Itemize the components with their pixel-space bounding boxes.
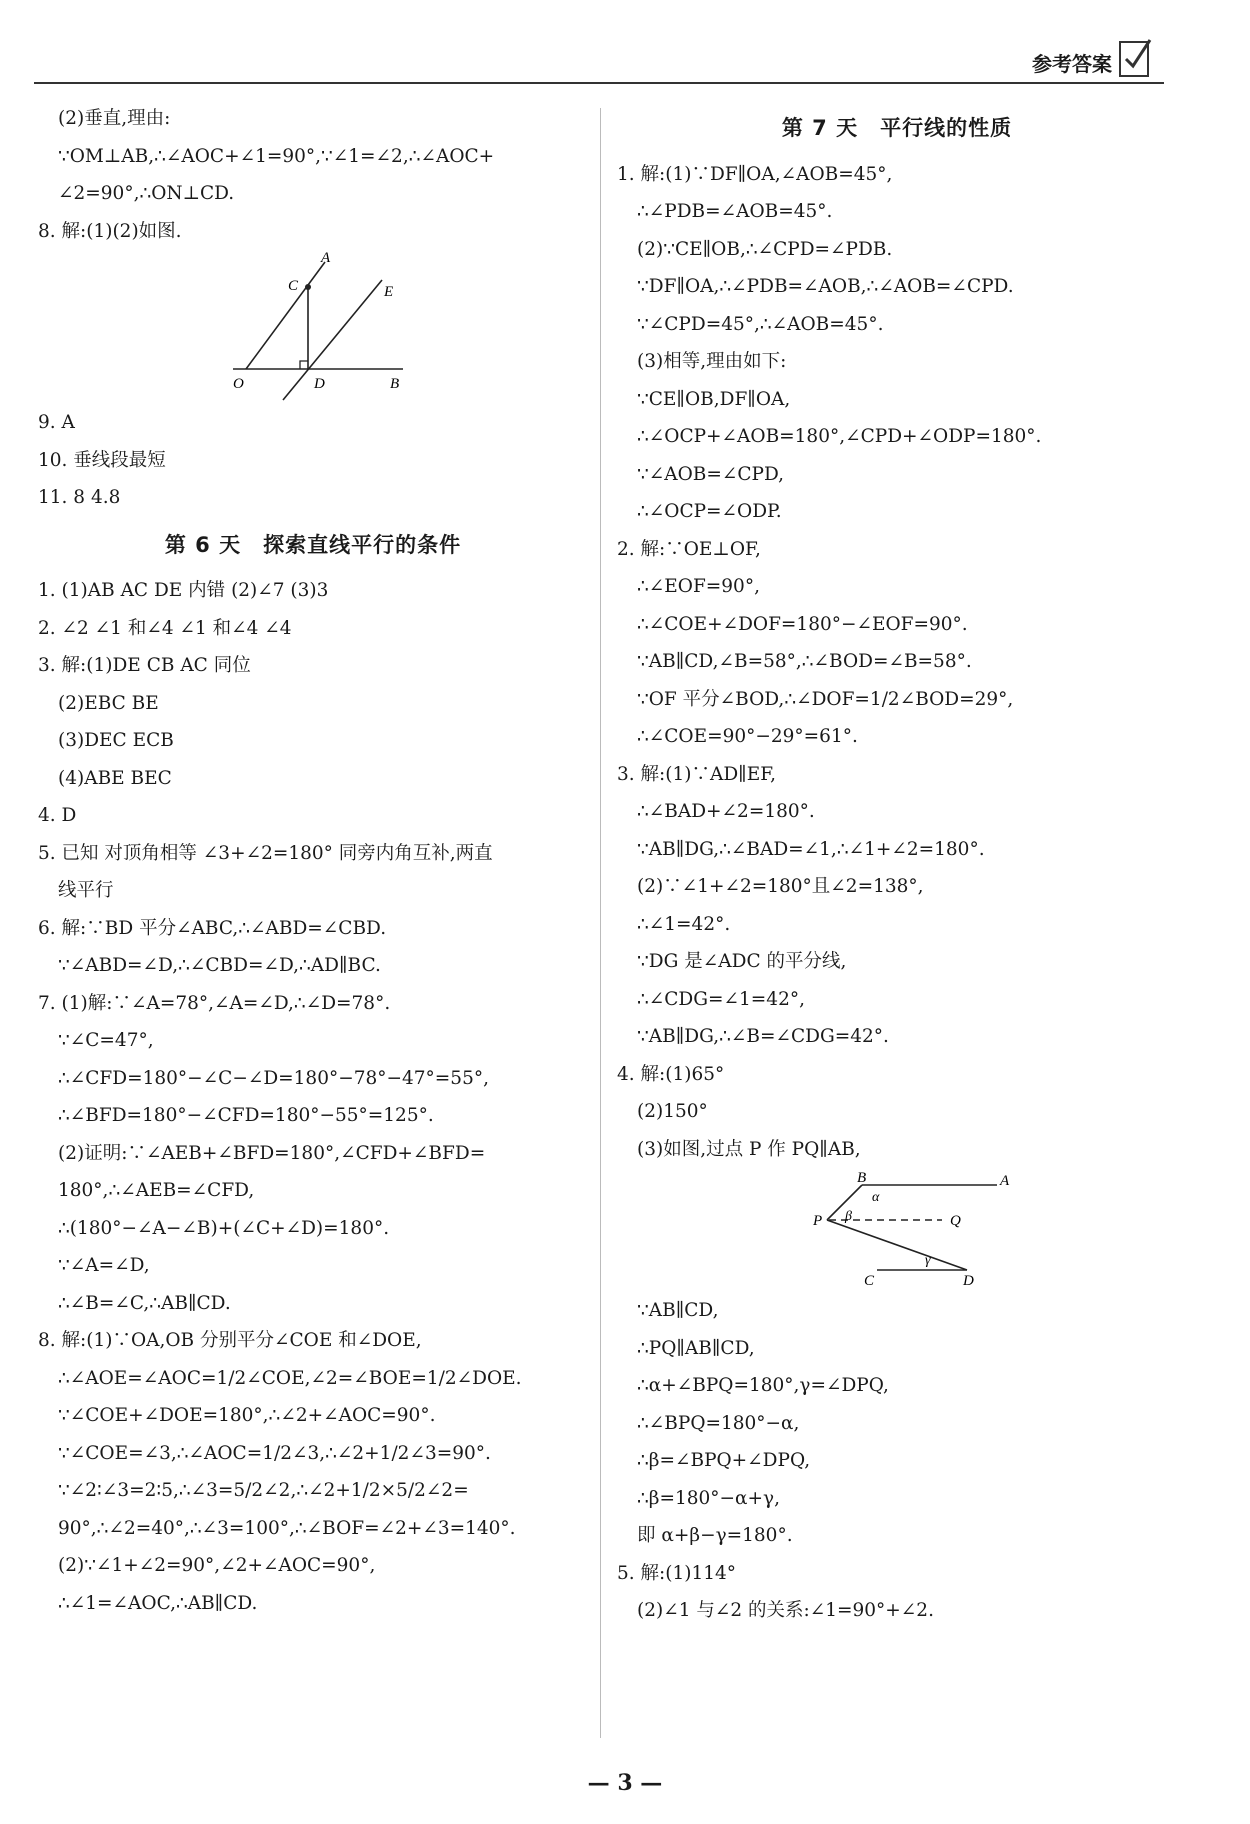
section-title-day6: 第 6 天 探索直线平行的条件 bbox=[164, 532, 462, 557]
answer-line: ∵DG 是∠ADC 的平分线, bbox=[637, 951, 847, 972]
answer-line: ∴(180°−∠A−∠B)+(∠C+∠D)=180°. bbox=[58, 1217, 390, 1239]
answer-line: (2)垂直,理由: bbox=[58, 108, 171, 129]
answer-line: ∵AB∥CD, bbox=[637, 1300, 719, 1321]
answer-line: ∴∠CFD=180°−∠C−∠D=180°−78°−47°=55°, bbox=[58, 1067, 489, 1089]
answer-line: 180°,∴∠AEB=∠CFD, bbox=[58, 1180, 255, 1201]
answer-line: (2)150° bbox=[637, 1101, 708, 1122]
answer-line: ∵CE∥OB,DF∥OA, bbox=[637, 388, 791, 410]
answer-line: (4)ABE BEC bbox=[58, 767, 172, 789]
label-c: C bbox=[288, 278, 299, 294]
answer-line: 3. 解:(1)∵AD∥EF, bbox=[617, 763, 777, 785]
answer-line: 5. 解:(1)114° bbox=[617, 1562, 737, 1584]
answer-line: ∴∠BFD=180°−∠CFD=180°−55°=125°. bbox=[58, 1105, 434, 1126]
answer-line: 线平行 bbox=[58, 880, 114, 901]
label-e: E bbox=[384, 284, 394, 300]
answer-line: ∴∠OCP=∠ODP. bbox=[637, 501, 782, 522]
answer-line: ∴∠OCP+∠AOB=180°,∠CPD+∠ODP=180°. bbox=[637, 426, 1042, 447]
label-alpha: α bbox=[872, 1190, 880, 1205]
answer-line: 1. (1)AB AC DE 内错 (2)∠7 (3)3 bbox=[38, 580, 329, 601]
answer-line: 4. D bbox=[38, 805, 77, 826]
label-p: P bbox=[813, 1213, 823, 1229]
answer-line: ∴PQ∥AB∥CD, bbox=[637, 1337, 755, 1359]
header-title: 参考答案 bbox=[1032, 52, 1112, 76]
answer-line: ∵∠CPD=45°,∴∠AOB=45°. bbox=[637, 313, 884, 335]
answer-line: (2)证明:∵∠AEB+∠BFD=180°,∠CFD+∠BFD= bbox=[58, 1142, 486, 1164]
label-d: D bbox=[314, 376, 325, 392]
figure-perpendicular-lines bbox=[38, 252, 518, 402]
answer-line: 5. 已知 对顶角相等 ∠3+∠2=180° 同旁内角互补,两直 bbox=[38, 842, 493, 864]
answer-line: ∵OM⊥AB,∴∠AOC+∠1=90°,∵∠1=∠2,∴∠AOC+ bbox=[58, 145, 495, 167]
answer-line: 4. 解:(1)65° bbox=[617, 1063, 725, 1085]
section-title-day7: 第 7 天 平行线的性质 bbox=[781, 116, 1013, 140]
label-a2: A bbox=[1000, 1173, 1010, 1189]
label-beta: β bbox=[845, 1209, 852, 1224]
answer-line: 7. (1)解:∵∠A=78°,∠A=∠D,∴∠D=78°. bbox=[38, 992, 391, 1014]
column-divider bbox=[600, 108, 601, 1738]
answer-line: 90°,∴∠2=40°,∴∠3=100°,∴∠BOF=∠2+∠3=140°. bbox=[58, 1517, 516, 1539]
answer-line: ∵∠AOB=∠CPD, bbox=[637, 463, 785, 485]
label-gamma: γ bbox=[925, 1253, 931, 1268]
answer-line: 1. 解:(1)∵DF∥OA,∠AOB=45°, bbox=[617, 163, 893, 185]
page-number: — 3 — bbox=[587, 1770, 663, 1796]
answer-line: ∴β=∠BPQ+∠DPQ, bbox=[637, 1450, 811, 1471]
answer-line: (3)相等,理由如下: bbox=[637, 351, 787, 372]
answer-line: ∴∠B=∠C,∴AB∥CD. bbox=[58, 1292, 231, 1314]
answer-line: ∵AB∥DG,∴∠B=∠CDG=42°. bbox=[637, 1026, 889, 1047]
answer-line: 8. 解:(1)(2)如图. bbox=[38, 220, 182, 242]
answer-line: ∠2=90°,∴ON⊥CD. bbox=[58, 183, 235, 204]
answer-line: ∴∠COE=90°−29°=61°. bbox=[637, 726, 858, 747]
answer-line: (3)DEC ECB bbox=[58, 730, 174, 751]
answer-line: (2)∵∠1+∠2=180°且∠2=138°, bbox=[637, 876, 924, 897]
answer-line: ∴∠COE+∠DOF=180°−∠EOF=90°. bbox=[637, 613, 968, 635]
answer-line: ∵OF 平分∠BOD,∴∠DOF=1/2∠BOD=29°, bbox=[637, 688, 1014, 710]
answer-line: (3)如图,过点 P 作 PQ∥AB, bbox=[637, 1138, 861, 1160]
answer-line: (2)∠1 与∠2 的关系:∠1=90°+∠2. bbox=[637, 1600, 934, 1621]
label-c2: C bbox=[864, 1273, 875, 1289]
answer-line: ∴β=180°−α+γ, bbox=[637, 1487, 780, 1509]
figure-parallel-lines-pq bbox=[617, 1170, 1157, 1290]
answer-line: ∵∠A=∠D, bbox=[58, 1255, 150, 1276]
answer-line: 即 α+β−γ=180°. bbox=[637, 1525, 793, 1546]
answer-line: ∵∠COE=∠3,∴∠AOC=1/2∠3,∴∠2+1/2∠3=90°. bbox=[58, 1442, 491, 1464]
answer-line: 11. 8 4.8 bbox=[38, 487, 121, 508]
label-b: B bbox=[390, 376, 400, 392]
answer-line: ∵∠COE+∠DOE=180°,∴∠2+∠AOC=90°. bbox=[58, 1405, 436, 1426]
answer-line: ∴α+∠BPQ=180°,γ=∠DPQ, bbox=[637, 1375, 889, 1396]
answer-line: ∴∠AOE=∠AOC=1/2∠COE,∠2=∠BOE=1/2∠DOE. bbox=[58, 1367, 522, 1389]
answer-line: ∵∠C=47°, bbox=[58, 1030, 154, 1051]
label-b2: B bbox=[857, 1170, 867, 1186]
page-header bbox=[34, 40, 1164, 84]
label-d2: D bbox=[963, 1273, 974, 1289]
answer-line: ∴∠BPQ=180°−α, bbox=[637, 1412, 800, 1434]
answer-line: ∵AB∥CD,∠B=58°,∴∠BOD=∠B=58°. bbox=[637, 651, 972, 672]
answer-line: (2)∵CE∥OB,∴∠CPD=∠PDB. bbox=[637, 238, 893, 260]
label-a: A bbox=[321, 252, 331, 266]
answer-line: 2. ∠2 ∠1 和∠4 ∠1 和∠4 ∠4 bbox=[38, 617, 292, 639]
answer-line: ∵AB∥DG,∴∠BAD=∠1,∴∠1+∠2=180°. bbox=[637, 838, 985, 860]
answer-line: 6. 解:∵BD 平分∠ABC,∴∠ABD=∠CBD. bbox=[38, 917, 387, 939]
answer-line: 2. 解:∵OE⊥OF, bbox=[617, 538, 761, 560]
answer-line: ∴∠EOF=90°, bbox=[637, 576, 760, 597]
answer-line: 3. 解:(1)DE CB AC 同位 bbox=[38, 655, 251, 676]
answer-line: ∴∠PDB=∠AOB=45°. bbox=[637, 201, 833, 222]
answer-line: 8. 解:(1)∵OA,OB 分别平分∠COE 和∠DOE, bbox=[38, 1330, 422, 1351]
answer-line: ∵∠2∶∠3=2∶5,∴∠3=5/2∠2,∴∠2+1/2×5/2∠2= bbox=[58, 1480, 469, 1501]
answer-line: ∴∠1=∠AOC,∴AB∥CD. bbox=[58, 1592, 258, 1614]
label-q: Q bbox=[950, 1213, 961, 1229]
right-column bbox=[617, 100, 1177, 1630]
left-column bbox=[38, 100, 588, 1622]
answer-line: 9. A bbox=[38, 412, 75, 433]
answer-line: ∴∠BAD+∠2=180°. bbox=[637, 801, 815, 822]
checklist-icon bbox=[1116, 34, 1156, 80]
answer-line: ∵∠ABD=∠D,∴∠CBD=∠D,∴AD∥BC. bbox=[58, 955, 381, 976]
answer-line: ∴∠CDG=∠1=42°, bbox=[637, 988, 805, 1010]
label-o: O bbox=[233, 376, 244, 392]
answer-line: 10. 垂线段最短 bbox=[38, 449, 166, 471]
answer-line: ∴∠1=42°. bbox=[637, 913, 731, 935]
answer-line: (2)∵∠1+∠2=90°,∠2+∠AOC=90°, bbox=[58, 1555, 376, 1576]
answer-line: (2)EBC BE bbox=[58, 692, 159, 714]
answer-line: ∵DF∥OA,∴∠PDB=∠AOB,∴∠AOB=∠CPD. bbox=[637, 276, 1014, 297]
